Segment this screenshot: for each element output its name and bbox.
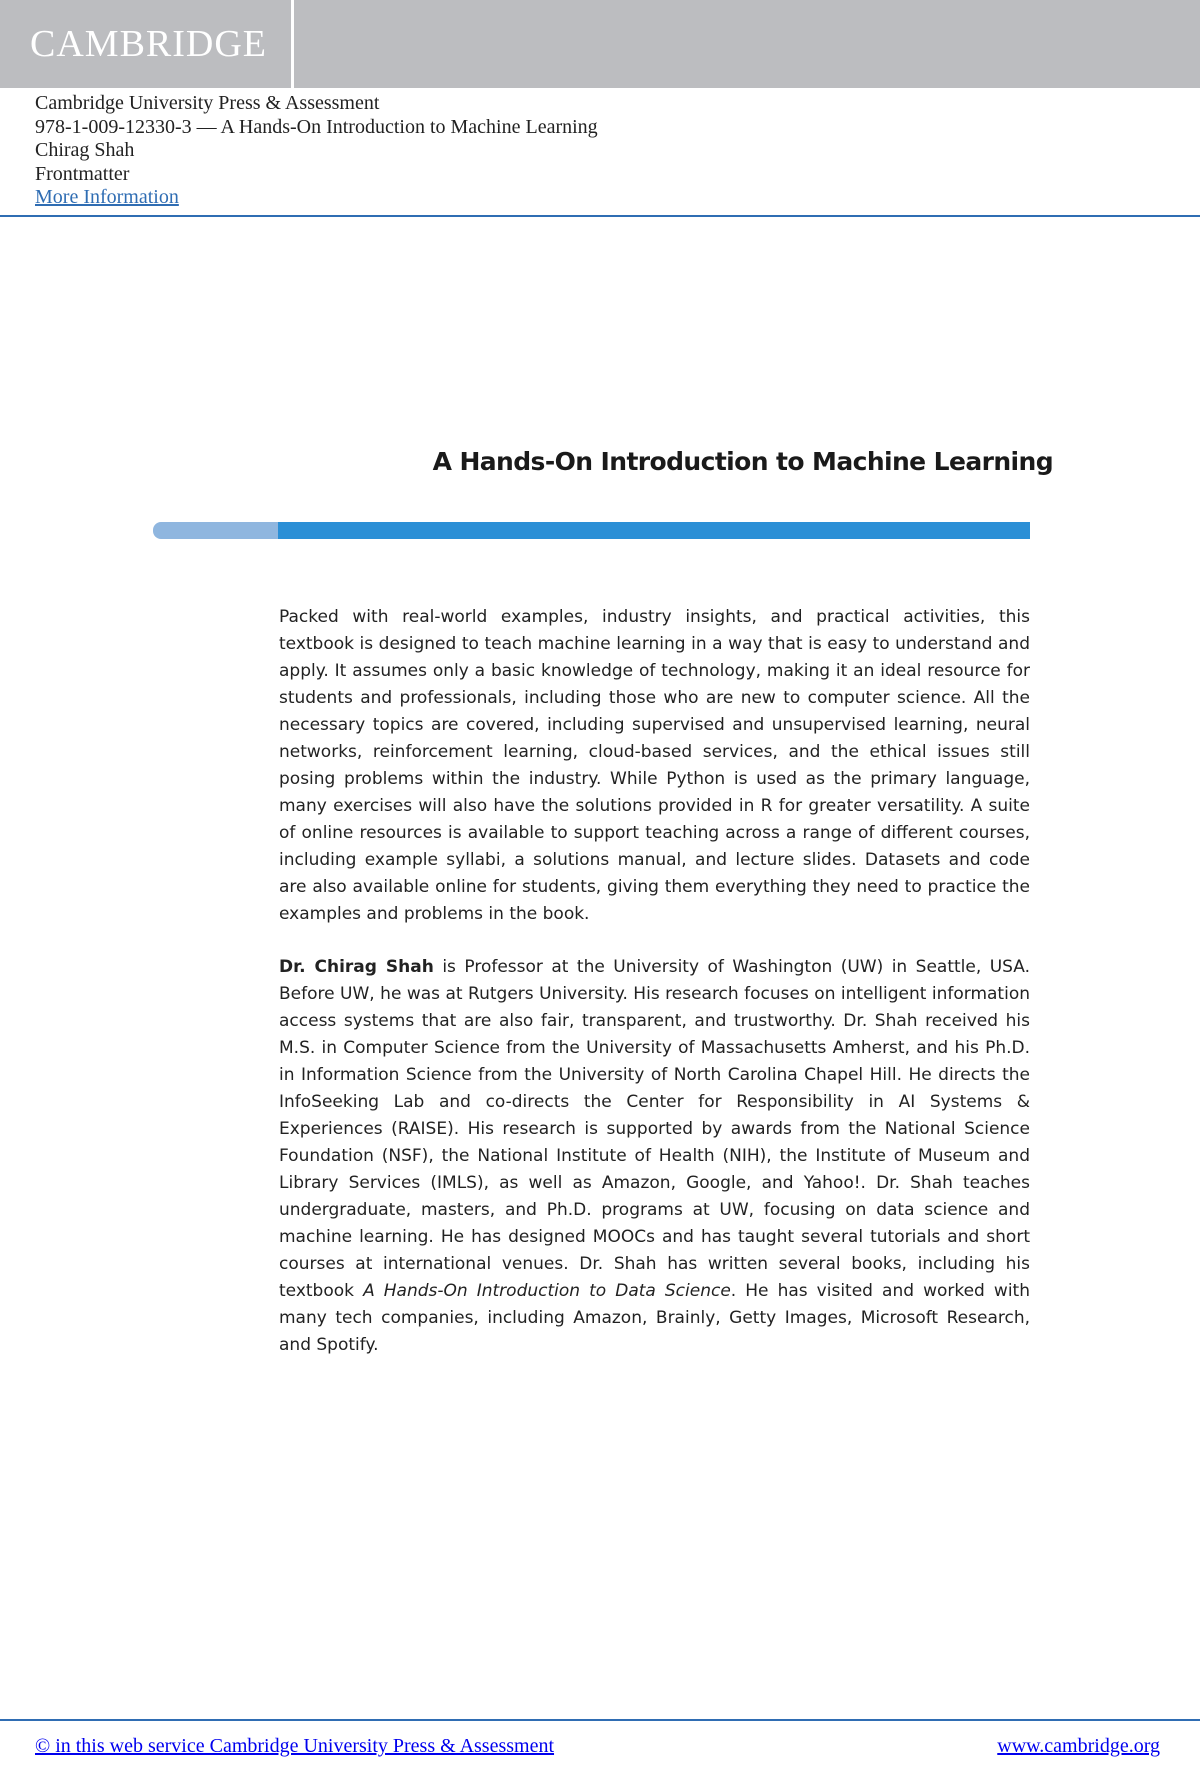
author-bio-text-1: is Professor at the University of Washington (UW) in Seattle, USA. Before UW, he was at Rutgers University. His research focuses on intelligent information access systems that are also fair, transparent, and trustworthy. Dr. Shah received his M.S. in Computer Science from the University of Massachusetts Amherst, and his Ph.D. in Information Science from the University of North Carolina Chapel Hill. He directs the InfoSeeking Lab and co-directs the Center for Responsibility in AI Systems & Experiences (RAISE). His research is supported by awards from the National Science Foundation (NSF), the National Institute of Health (NIH), the Institute of Museum and Library Services (IMLS), as well as Amazon, Google, and Yahoo!. Dr. Shah teaches undergraduate, masters, and Ph.D. programs at UW, focusing on data science and machine learning. He has designed MOOCs and has taught several tutorials and short courses at international venues. Dr. Shah has written several books, including his textbook [279,957,1031,1301]
website-link[interactable]: www.cambridge.org [997,1735,1160,1757]
logo-text: CAMBRIDGE [30,23,268,65]
author-bio-text-2: . He has visited and worked with many tech companies, including Amazon, Brainly, Getty Images, Microsoft Research, and Spotify. [279,1281,1030,1355]
book-description: Packed with real-world examples, industry insights, and practical activities, this textbook is designed to teach machine learning in a way that is easy to understand and apply. It assumes only a basic knowledge of technology, making it an ideal resource for students and professionals, including those who are new to computer science. All the necessary topics are covered, including supervised and unsupervised learning, neural networks, reinforcement learning, cloud-based services, and the ethical issues still posing problems within the industry. While Python is used as the primary language, many exercises will also have the solutions provided in R for greater versatility. A suite of online resources is available to support teaching across a range of different courses, including example syllabi, a solutions manual, and lecture slides. Datasets and code are also available online for students, giving them everything they need to practice the examples and problems in the book. [279,607,1030,924]
header-bar [0,0,1200,88]
isbn-title-line: 978-1-009-12330-3 — A Hands-On Introduction to Machine Learning [35,115,598,138]
author-name: Dr. Chirag Shah [279,957,434,977]
book-metadata [35,92,598,210]
author-book-title: A Hands-On Introduction to Data Science [363,1281,731,1301]
cambridge-logo [0,0,294,88]
title-accent-bar-light [153,522,278,539]
more-information-link[interactable]: More Information [35,186,179,208]
header-divider [0,215,1200,217]
section-line: Frontmatter [35,162,130,185]
main-content [279,604,1030,1385]
footer-divider [0,1719,1200,1721]
title-accent-bar-dark [278,522,1030,539]
page-title: A Hands-On Introduction to Machine Learning [432,447,1053,476]
author-bio [279,954,1030,1359]
copyright-link[interactable]: © in this web service Cambridge University Press & Assessment [35,1735,555,1757]
publisher-line: Cambridge University Press & Assessment [35,92,380,114]
author-line: Chirag Shah [35,139,135,161]
